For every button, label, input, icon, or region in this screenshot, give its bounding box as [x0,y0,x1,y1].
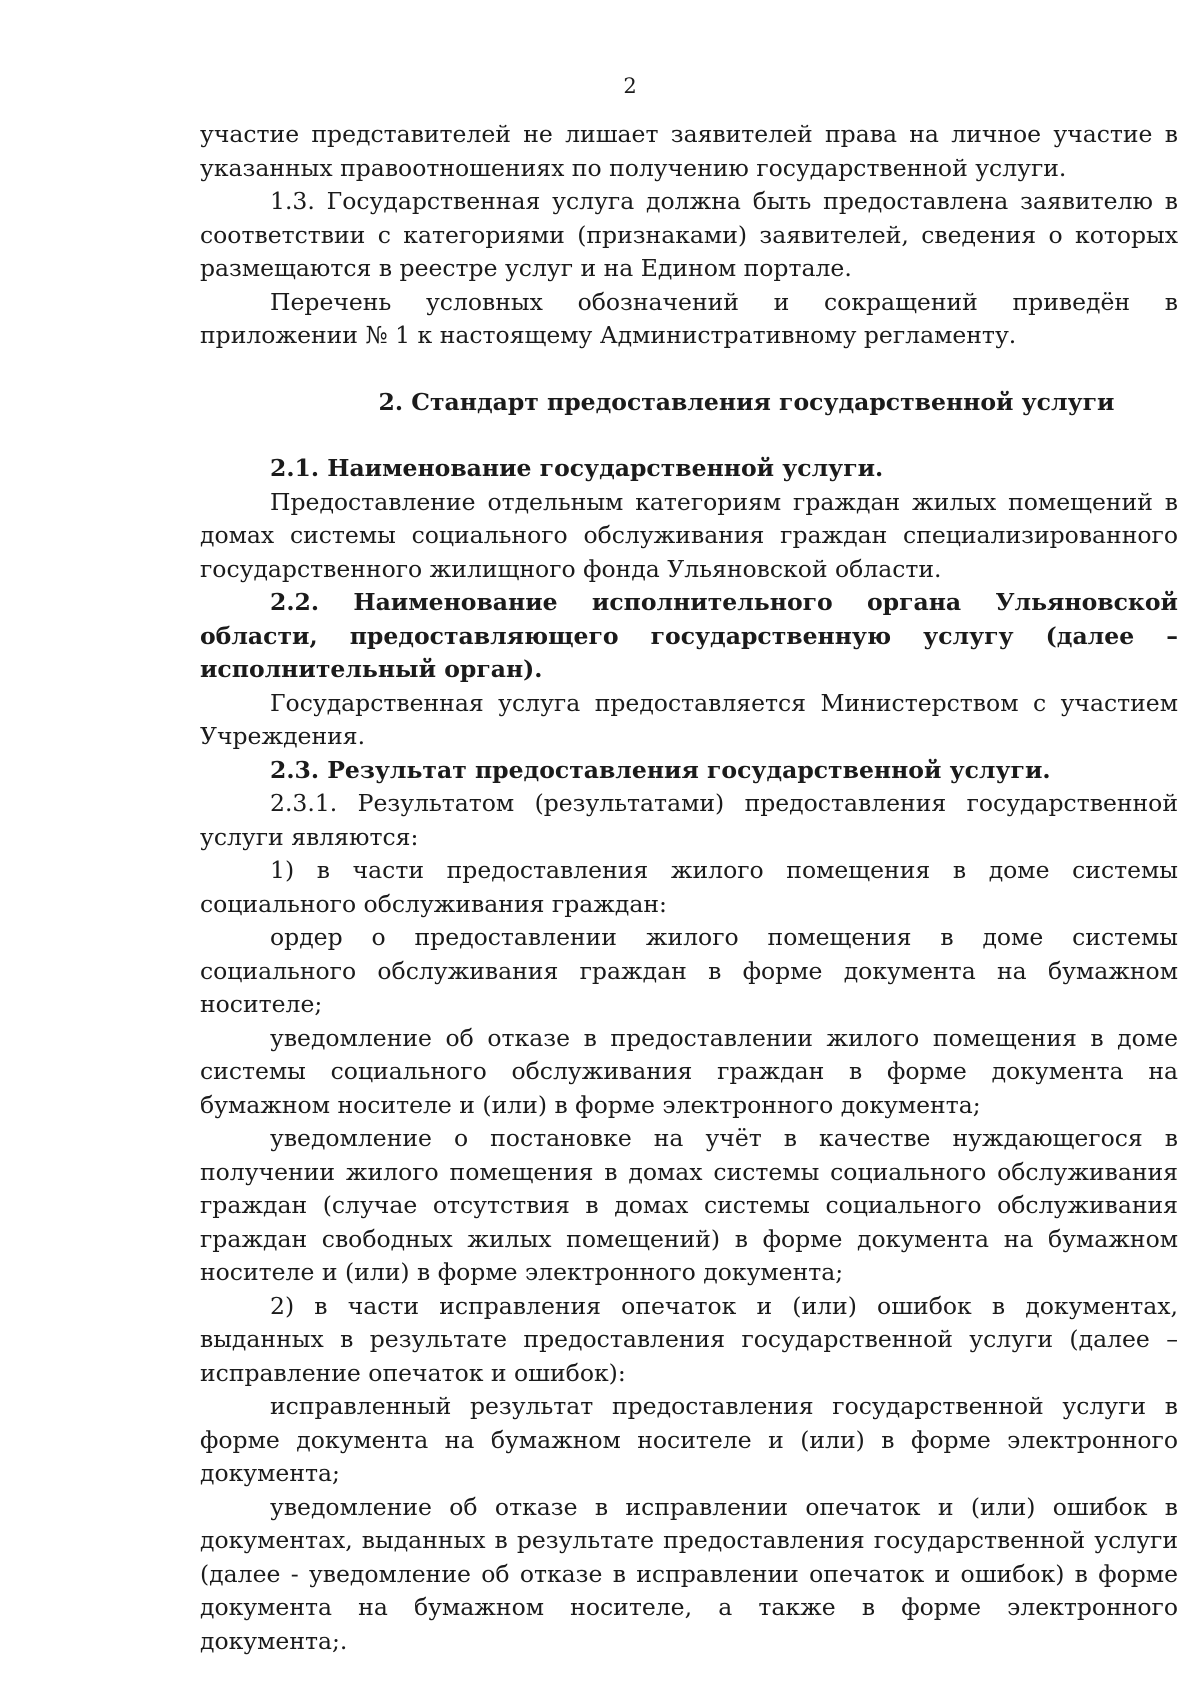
heading-2-3: 2.3. Результат предоставления государственной услуги. [270,755,1051,784]
heading-2-2: 2.2. Наименование исполнительного органа Ульяновской области, предоставляющего государственную услугу (далее – исполнительный орган). [200,588,1178,683]
paragraph-service-name: Предоставление отдельным категориям граждан жилых помещений в домах системы социального обслуживания граждан специализированного государственного жилищного фонда Ульяновской области. [200,487,1178,583]
paragraph-abbreviations: Перечень условных обозначений и сокращений приведён в приложении № 1 к настоящему Административному регламенту. [200,287,1178,349]
paragraph-item-1: 1) в части предоставления жилого помещения в доме системы социального обслуживания граждан: [200,856,1178,918]
paragraph-corrected-result: исправленный результат предоставления государственной услуги в форме документа на бумажном носителе и (или) в форме электронного документа; [200,1392,1178,1487]
document-body [200,118,1178,1658]
section-heading-2: 2. Стандарт предоставления государственной услуги [378,387,1115,416]
paragraph-refusal-notice: уведомление об отказе в предоставлении жилого помещения в доме системы социального обслуживания граждан в форме документа на бумажном носителе и (или) в форме электронного документа; [200,1023,1178,1119]
paragraph-registration-notice: уведомление о постановке на учёт в качестве нуждающегося в получении жилого помещения в домах системы социального обслуживания граждан (случае отсутствия в домах системы социального обслуживания граждан свободных жилых помещений) в форме документа на бумажном носителе и (или) в форме электронного документа; [200,1124,1178,1286]
paragraph-2-3-1: 2.3.1. Результатом (результатами) предоставления государственной услуги являются: [200,789,1178,851]
paragraph-correction-refusal: уведомление об отказе в исправлении опечаток и (или) ошибок в документах, выданных в результате предоставления государственной услуги (далее - уведомление об отказе в исправлении опечаток и ошибок) в форме документа на бумажном носителе, а также в форме электронного документа;. [200,1492,1178,1655]
paragraph-representatives: участие представителей не лишает заявителей права на личное участие в указанных правоотношениях по получению государственной услуги. [200,120,1178,182]
heading-2-1: 2.1. Наименование государственной услуги. [270,454,884,482]
paragraph-provider: Государственная услуга предоставляется Министерством с участием Учреждения. [200,688,1178,750]
paragraph-order: ордер о предоставлении жилого помещения в доме системы социального обслуживания граждан в форме документа на бумажном носителе; [200,923,1178,1018]
paragraph-1-3: 1.3. Государственная услуга должна быть предоставлена заявителю в соответствии с категориями (признаками) заявителей, сведения о которых размещаются в реестре услуг и на Едином портале. [200,187,1178,282]
page-number: 2 [623,74,637,98]
paragraph-item-2: 2) в части исправления опечаток и (или) ошибок в документах, выданных в результате предоставления государственной услуги (далее – исправление опечаток и ошибок): [200,1291,1178,1387]
